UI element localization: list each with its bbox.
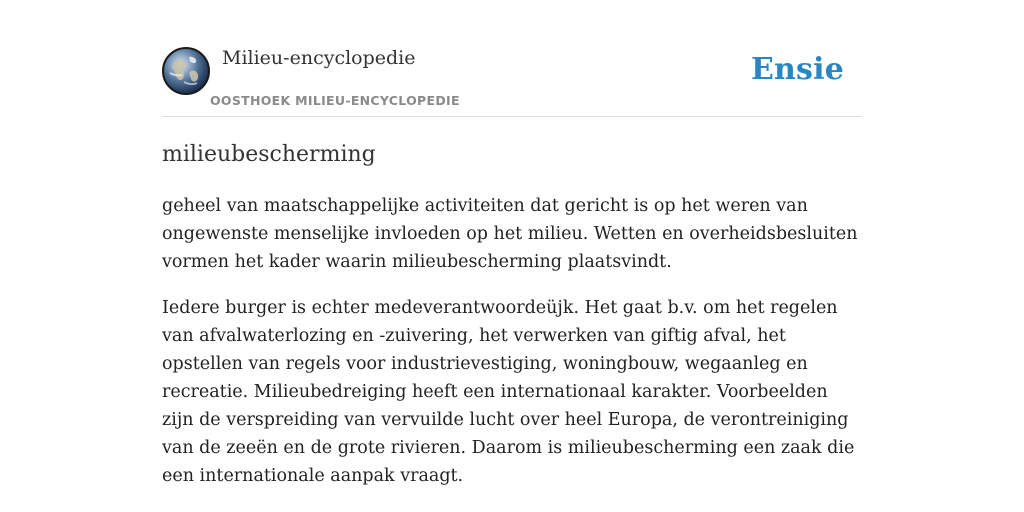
entry-term-title: milieubescherming — [162, 142, 376, 167]
definition-paragraph: Iedere burger is echter medeverantwoordeüjk. Het gaat b.v. om het regelen van afvalwaterlozing en -zuivering, het verwerken van giftig afval, het opstellen van regels voor industrievestiging, woningbouw, wegaanleg en recreatie. Milieubedreiging heeft een internationaal karakter. Voorbeelden zijn de verspreiding van vervuilde lucht over heel Europa, de verontreiniging van de zeeën en de grote rivieren. Daarom is milieubescherming een zaak die een internationale aanpak vraagt. — [162, 298, 855, 486]
ensie-logo-link[interactable]: Ensie — [750, 52, 844, 87]
entry-definition — [162, 192, 862, 508]
site-name[interactable]: Milieu-encyclopedie — [222, 47, 416, 69]
site-header — [162, 46, 862, 117]
site-subtitle: OOSTHOEK MILIEU-ENCYCLOPEDIE — [210, 93, 460, 108]
definition-paragraph: geheel van maatschappelijke activiteiten dat gericht is op het weren van ongewenste menselijke invloeden op het milieu. Wetten en overheidsbesluiten vormen het kader waarin milieubescherming plaatsvindt. — [162, 196, 858, 272]
globe-icon[interactable] — [162, 47, 210, 95]
